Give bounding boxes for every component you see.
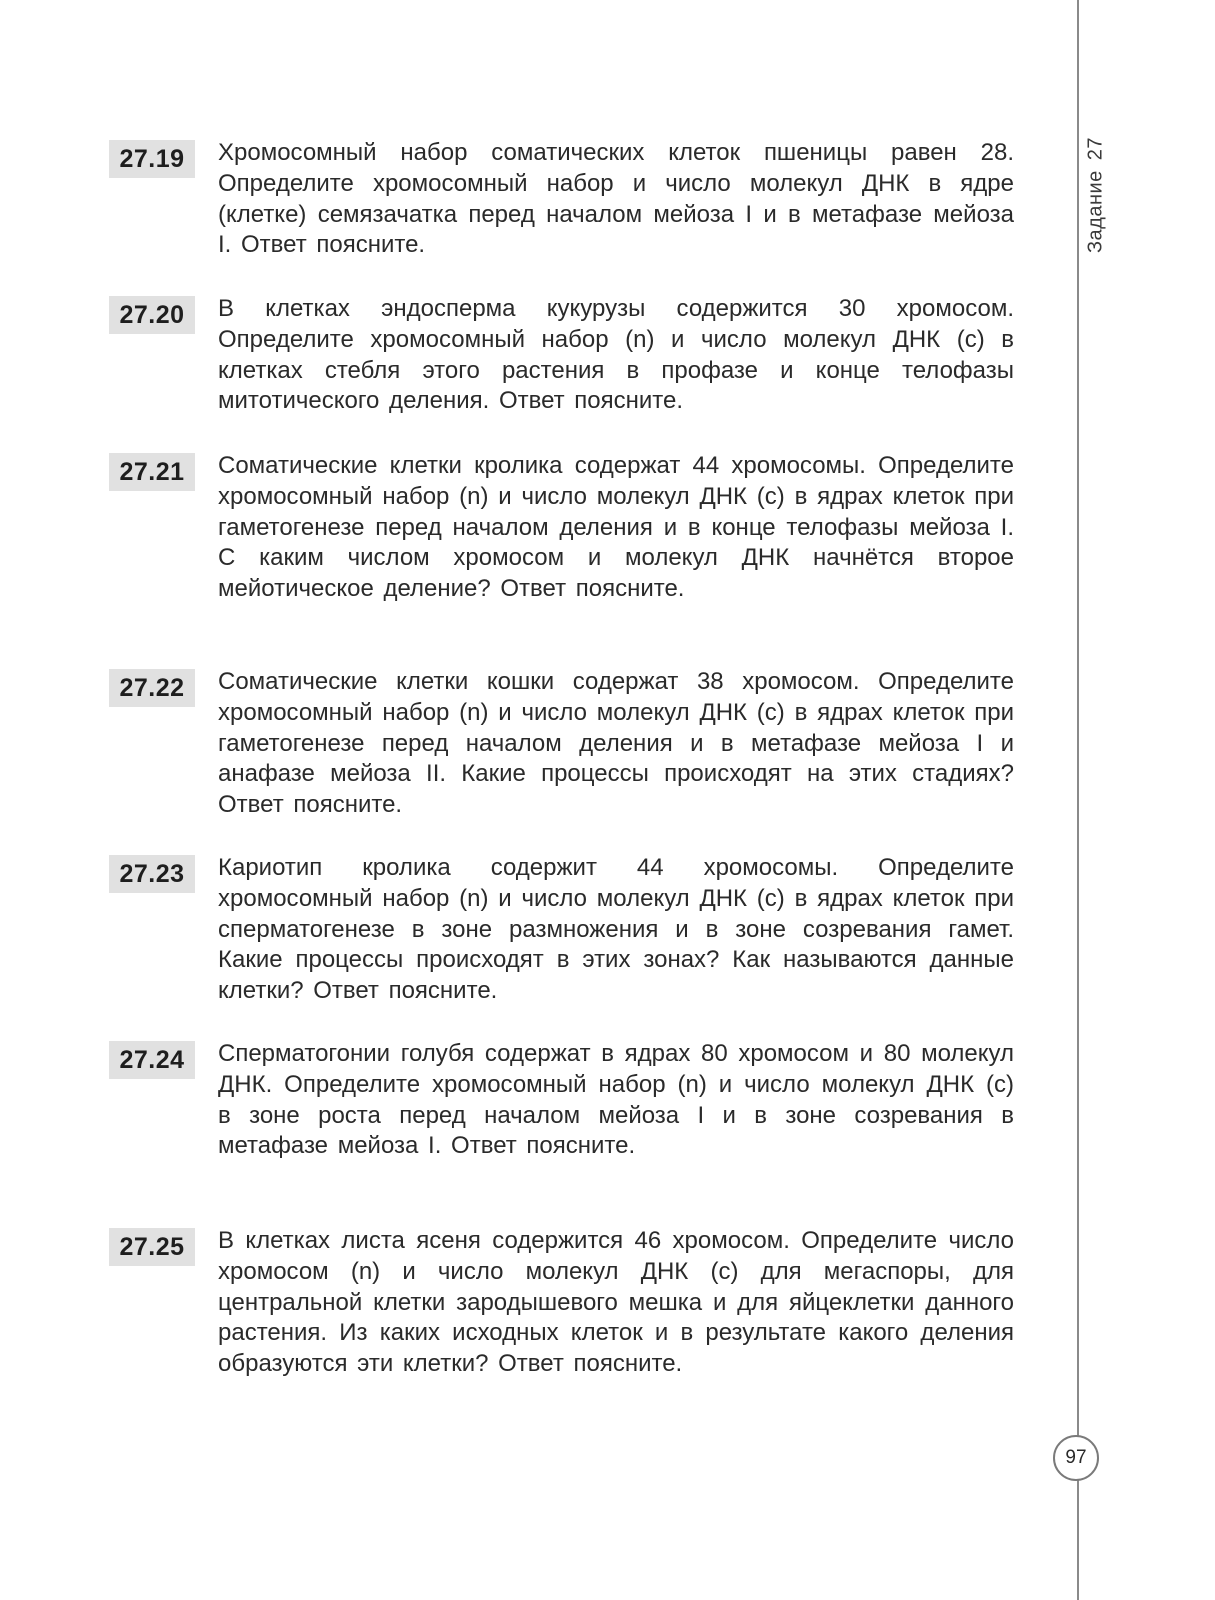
problem-27-23 (109, 853, 1014, 1007)
problem-number: 27.21 (109, 453, 195, 491)
problem-text: Хромосомный набор соматических клеток пшеницы равен 28. Определите хромосомный набор и число молекул ДНК в ядре (клетке) семязачатка перед началом мейоза I и в метафазе мейоза I. Ответ поясните. (218, 139, 1014, 259)
problem-number: 27.22 (109, 669, 195, 707)
problem-text: Соматические клетки кролика содержат 44 хромосомы. Определите хромосомный набор (n) и число молекул ДНК (c) в ядрах клеток при гаметогенезе перед началом деления и в конце телофазы мейоза I. С каким числом хромосом и молекул ДНК начнётся второе мейотическое деление? Ответ поясните. (218, 452, 1014, 603)
page-number: 97 (1053, 1435, 1099, 1481)
problem-27-24 (109, 1039, 1014, 1162)
problem-text: В клетках листа ясеня содержится 46 хромосом. Определите число хромосом (n) и число молекул ДНК (c) для мегаспоры, для центральной клетки зародышевого мешка и для яйцеклетки данного растения. Из каких исходных клеток и в результате какого деления образуются эти клетки? Ответ поясните. (218, 1227, 1014, 1378)
problem-number: 27.20 (109, 296, 195, 334)
problem-27-20 (109, 294, 1014, 417)
problem-text: Соматические клетки кошки содержат 38 хромосом. Определите хромосомный набор (n) и число молекул ДНК (c) в ядрах клеток при гаметогенезе перед началом деления и в метафазе мейоза I и анафазе мейоза II. Какие процессы происходят на этих стадиях? Ответ поясните. (218, 668, 1014, 819)
problem-27-19 (109, 138, 1014, 261)
problem-number: 27.25 (109, 1228, 195, 1266)
section-label (1085, 137, 1108, 253)
problem-text: В клетках эндосперма кукурузы содержится 30 хромосом. Определите хромосомный набор (n) и число молекул ДНК (c) в клетках стебля этого растения в профазе и конце телофазы митотического деления. Ответ поясните. (218, 295, 1014, 415)
margin-rule (1077, 0, 1079, 1600)
problem-number: 27.23 (109, 855, 195, 893)
problem-text: Кариотип кролика содержит 44 хромосомы. Определите хромосомный набор (n) и число молекул ДНК (c) в ядрах клеток при сперматогенезе в зоне размножения и в зоне созревания гамет. Какие процессы происходят в этих зонах? Как называются данные клетки? Ответ поясните. (218, 854, 1014, 1005)
section-label-word: Задание (1084, 170, 1107, 254)
problem-27-25 (109, 1226, 1014, 1380)
problem-number: 27.24 (109, 1041, 195, 1079)
problem-27-21 (109, 451, 1014, 605)
section-label-number: 27 (1084, 136, 1107, 161)
problem-27-22 (109, 667, 1014, 821)
problem-text: Сперматогонии голубя содержат в ядрах 80 хромосом и 80 молекул ДНК. Определите хромосомный набор (n) и число молекул ДНК (c) в зоне роста перед началом мейоза I и в зоне созревания в метафазе мейоза I. Ответ поясните. (218, 1040, 1014, 1160)
problem-number: 27.19 (109, 140, 195, 178)
